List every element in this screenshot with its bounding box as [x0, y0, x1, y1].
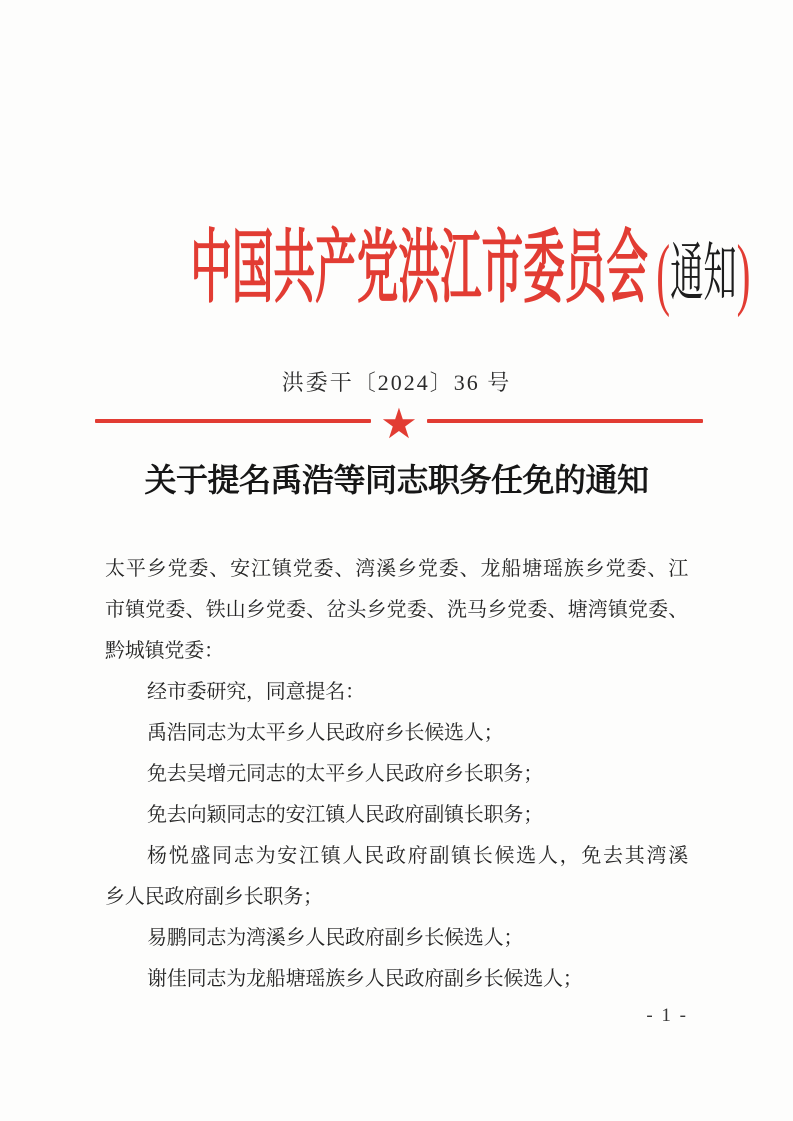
body-line: 黔城镇党委： — [105, 640, 224, 662]
body-line: 经市委研究，同意提名： — [147, 681, 365, 703]
doc-type: 通知 — [670, 238, 737, 309]
document-title: 关于提名禹浩等同志职务任免的通知 — [144, 462, 649, 498]
doc-type-paren-close: ) — [736, 229, 751, 318]
body-line: 乡人民政府副乡长职务； — [105, 886, 323, 908]
org-name: 中国共产党洪江市委员会 — [190, 225, 648, 313]
document-letterhead — [190, 220, 751, 323]
doc-type-paren-open: ( — [656, 229, 671, 318]
red-rule-right-segment — [427, 419, 703, 423]
body-line: 禹浩同志为太平乡人民政府乡长候选人； — [147, 722, 504, 744]
body-line: 太平乡党委、安江镇党委、湾溪乡党委、龙船塘瑶族乡党委、江 — [105, 558, 688, 580]
body-line: 谢佳同志为龙船塘瑶族乡人民政府副乡长候选人； — [147, 968, 583, 990]
body-line: 杨悦盛同志为安江镇人民政府副镇长候选人，免去其湾溪 — [147, 845, 688, 867]
document-body — [105, 549, 688, 1000]
body-line: 易鹏同志为湾溪乡人民政府副乡长候选人； — [147, 927, 524, 949]
star-icon: ★ — [380, 399, 418, 448]
doc-number: 洪委干〔2024〕36 号 — [281, 370, 512, 395]
page-number: - 1 - — [646, 1005, 688, 1026]
doc-type-group — [656, 229, 751, 318]
body-line: 免去向颖同志的安江镇人民政府副镇长职务； — [147, 804, 543, 826]
red-rule-left-segment — [95, 419, 371, 423]
red-rule — [95, 399, 703, 448]
body-line: 市镇党委、铁山乡党委、岔头乡党委、洗马乡党委、塘湾镇党委、 — [105, 599, 688, 621]
body-line: 免去吴增元同志的太平乡人民政府乡长职务； — [147, 763, 543, 785]
